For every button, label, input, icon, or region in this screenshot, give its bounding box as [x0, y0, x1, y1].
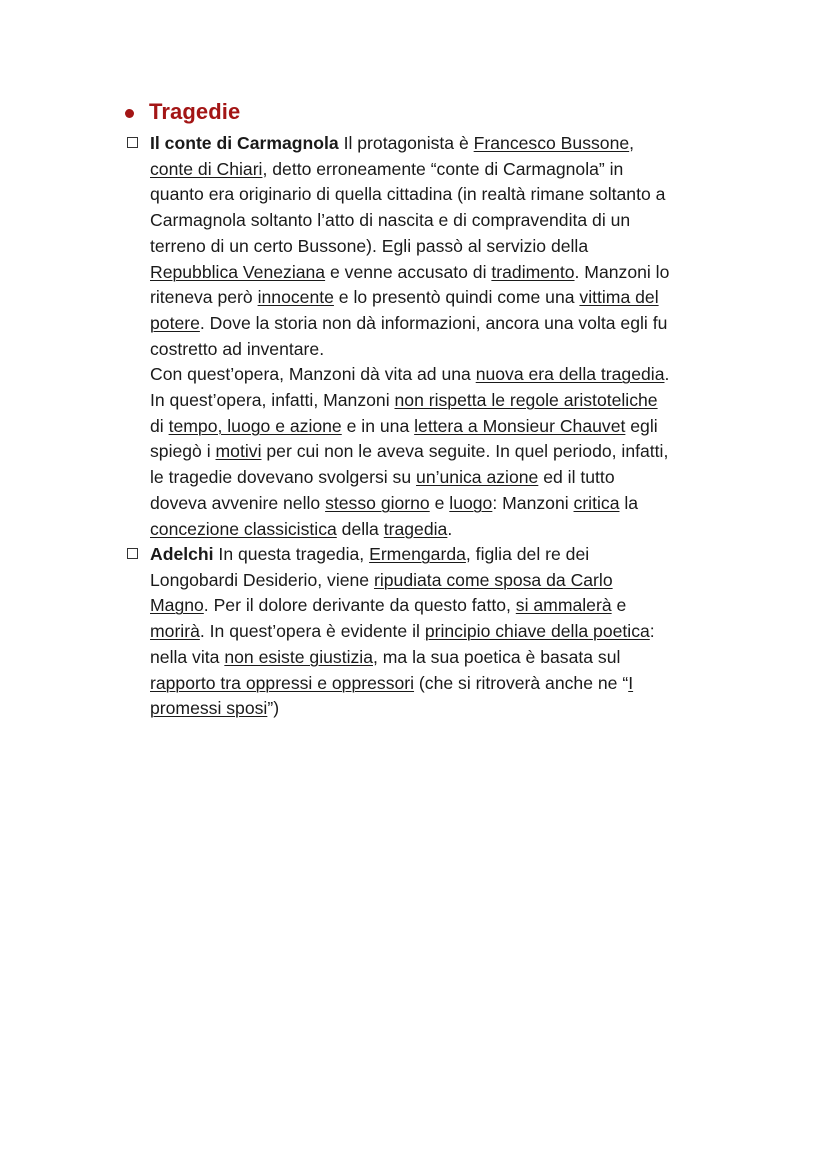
item-text: [150, 542, 740, 722]
text-segment: ,: [629, 133, 635, 153]
text-segment: Con quest’opera, Manzoni dà vita ad una: [150, 364, 476, 385]
text-line: [150, 311, 740, 337]
text-line: [150, 439, 740, 465]
underlined-text: lettera a Monsieur Chauvet: [414, 415, 626, 436]
text-segment: . Per il dolore derivante da questo fatto,: [203, 595, 516, 616]
text-segment: Il protagonista è: [338, 133, 474, 153]
underlined-text: luogo: [449, 492, 493, 513]
text-segment: le tragedie dovevano svolgersi su: [150, 467, 417, 488]
bullet-icon: [125, 109, 134, 118]
text-segment: , figlia del re dei: [465, 544, 590, 564]
text-segment: . In quest’opera è evidente il: [199, 621, 425, 642]
text-segment: Longobardi Desiderio, viene: [150, 569, 374, 590]
underlined-text: stesso giorno: [325, 492, 430, 513]
underlined-text: tradimento: [491, 261, 575, 282]
text-line: [150, 131, 740, 157]
text-segment: e lo presentò quindi come una: [333, 287, 580, 308]
text-line: [150, 208, 740, 234]
text-segment: (che si ritroverà anche ne “: [414, 672, 629, 693]
underlined-text: non esiste giustizia: [224, 646, 373, 667]
section-heading: [125, 99, 240, 125]
underlined-text: Magno: [150, 595, 204, 616]
text-line: [150, 619, 740, 645]
text-line: [150, 645, 740, 671]
text-line: [150, 696, 740, 722]
text-segment: e venne accusato di: [325, 261, 492, 282]
underlined-text: critica: [573, 492, 620, 513]
section-title: Tragedie: [149, 99, 241, 124]
underlined-text: nuova era della tragedia: [475, 364, 665, 385]
text-line: [150, 157, 740, 183]
list-item-adelchi: [150, 542, 740, 722]
underlined-text: si ammalerà: [515, 595, 612, 616]
text-line: [150, 568, 740, 594]
underlined-text: morirà: [150, 621, 200, 642]
text-line: [150, 182, 740, 208]
underlined-text: tragedia: [383, 518, 448, 539]
text-segment: .: [664, 364, 670, 385]
text-segment: , ma la sua poetica è basata sul: [372, 646, 621, 667]
text-segment: . Manzoni lo: [574, 261, 670, 282]
text-segment: : Manzoni: [492, 492, 574, 513]
text-segment: ed il tutto: [538, 467, 615, 488]
text-segment: e in una: [341, 415, 415, 436]
text-segment: costretto ad inventare.: [150, 338, 325, 359]
bold-title: Il conte di Carmagnola: [150, 133, 339, 153]
underlined-text: Francesco Bussone: [473, 133, 630, 153]
text-segment: e: [429, 492, 450, 513]
text-line: [150, 285, 740, 311]
list-item-carmagnola: [150, 131, 740, 542]
text-line: [150, 388, 740, 414]
underlined-text: vittima del: [579, 287, 659, 308]
checkbox-icon: [127, 548, 138, 559]
text-segment: In questa tragedia,: [213, 544, 370, 564]
text-line: [150, 542, 740, 568]
text-segment: ”): [267, 698, 280, 719]
underlined-text: Ermengarda: [369, 544, 466, 564]
text-segment: di: [150, 415, 169, 436]
text-segment: della: [336, 518, 384, 539]
text-line: [150, 465, 740, 491]
underlined-text: motivi: [215, 441, 262, 462]
text-segment: per cui non le aveva seguite. In quel periodo, infatti,: [261, 441, 669, 462]
underlined-text: promessi sposi: [150, 698, 268, 719]
text-line: [150, 517, 740, 543]
underlined-text: concezione classicistica: [150, 518, 337, 539]
text-line: [150, 337, 740, 363]
text-segment: terreno di un certo Bussone). Egli passò al servizio della: [150, 235, 589, 256]
text-segment: nella vita: [150, 646, 225, 667]
text-line: [150, 414, 740, 440]
text-segment: riteneva però: [150, 287, 258, 308]
underlined-text: innocente: [257, 287, 334, 308]
underlined-text: non rispetta le regole aristoteliche: [394, 390, 658, 411]
text-segment: , detto erroneamente “conte di Carmagnola” in: [262, 158, 624, 179]
underlined-text: rapporto tra oppressi e oppressori: [150, 672, 415, 693]
text-segment: quanto era originario di quella cittadina (in realtà rimane soltanto a: [150, 184, 666, 205]
bold-title: Adelchi: [150, 544, 214, 564]
text-segment: In quest’opera, infatti, Manzoni: [150, 390, 395, 411]
checkbox-icon: [127, 137, 138, 148]
underlined-text: conte di Chiari: [150, 158, 263, 179]
underlined-text: Repubblica Veneziana: [150, 261, 326, 282]
underlined-text: potere: [150, 312, 200, 333]
text-segment: spiegò i: [150, 441, 216, 462]
underlined-text: ripudiata come sposa da Carlo: [373, 569, 613, 590]
text-line: [150, 491, 740, 517]
text-segment: Carmagnola soltanto l’atto di nascita e di compravendita di un: [150, 210, 631, 231]
text-segment: :: [649, 621, 655, 642]
underlined-text: tempo, luogo e azione: [168, 415, 342, 436]
text-segment: .: [447, 518, 453, 539]
text-segment: doveva avvenire nello: [150, 492, 326, 513]
underlined-text: I: [628, 672, 634, 693]
text-segment: . Dove la storia non dà informazioni, ancora una volta egli fu: [199, 312, 668, 333]
text-line: [150, 593, 740, 619]
text-segment: la: [619, 492, 639, 513]
text-segment: e: [611, 595, 627, 616]
text-segment: egli: [625, 415, 658, 436]
text-line: [150, 260, 740, 286]
text-line: [150, 362, 740, 388]
underlined-text: un’unica azione: [416, 467, 539, 488]
underlined-text: principio chiave della poetica: [424, 621, 650, 642]
item-text: [150, 131, 740, 542]
text-line: [150, 671, 740, 697]
text-line: [150, 234, 740, 260]
